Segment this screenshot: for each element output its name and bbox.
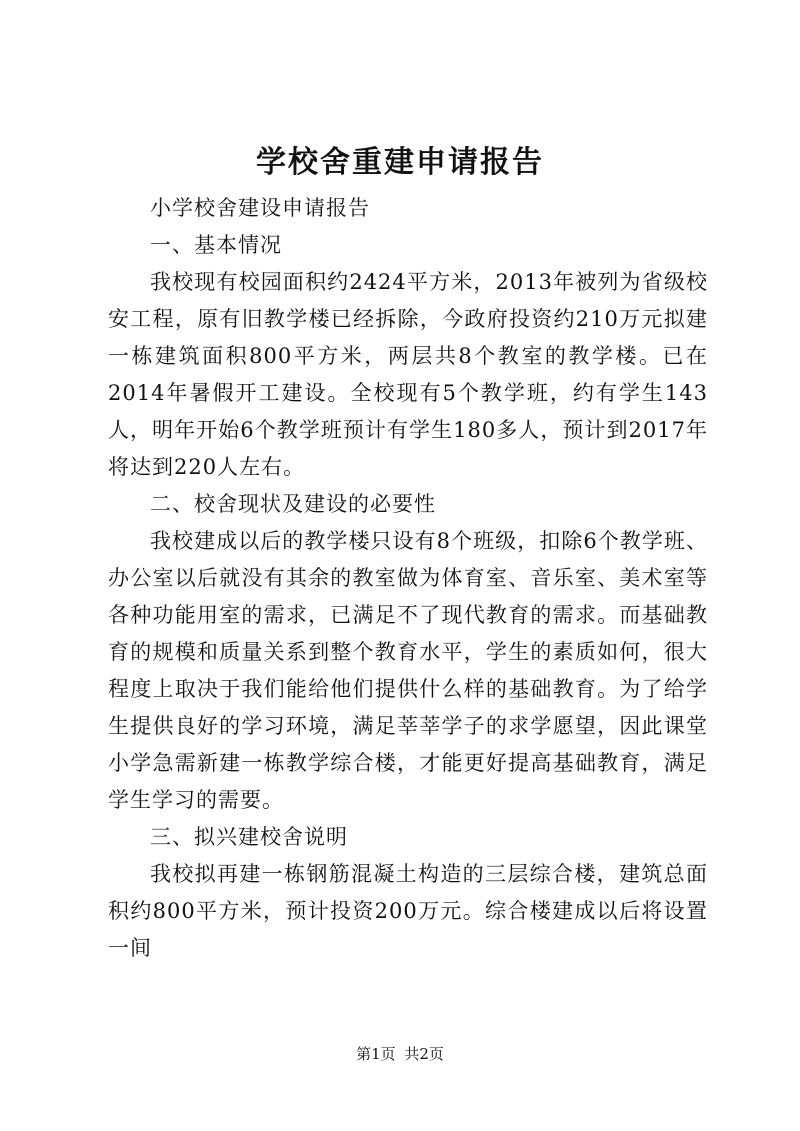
page-total: 共2页 [404,1045,444,1063]
section-heading-construction: 三、拟兴建校舍说明 [150,825,348,849]
subtitle-paragraph: 小学校舍建设申请报告 [150,196,370,220]
page-footer [0,1044,800,1064]
basic-info-paragraph: 我校现有校园面积约2424平方米，2013年被列为省级校安工程，原有旧教学楼已经拆除，今政府投资约210万元拟建一栋建筑面积800平方米，两层共8个教室的教学楼。已在2014年暑假开工建设。全校现有5个教学班，约有学生143人，明年开始6个教学班预计有学生180多人，预计到2017年将达到220人左右。 [108,270,708,479]
necessity-paragraph: 我校建成以后的教学楼只设有8个班级，扣除6个教学班、办公室以后就没有其余的教室做为体育室、音乐室、美术室等各种功能用室的需求，已满足不了现代教育的需求。而基础教育的规模和质量关系到整个教育水平，学生的素质如何，很大程度上取决于我们能给他们提供什么样的基础教育。为了给学生提供良好的学习环境，满足莘莘学子的求学愿望，因此课堂小学急需新建一栋教学综合楼，才能更好提高基础教育，满足学生学习的需要。 [108,529,708,812]
section-heading-basic-info: 一、基本情况 [150,233,282,257]
document-body [108,190,708,967]
section-heading-necessity: 二、校舍现状及建设的必要性 [150,492,436,516]
construction-paragraph: 我校拟再建一栋钢筋混凝土构造的三层综合楼，建筑总面积约800平方米，预计投资200万元。综合楼建成以后将设置一间 [108,862,708,960]
document-title: 学校舍重建申请报告 [256,145,544,180]
page-number: 第1页 [356,1045,396,1063]
